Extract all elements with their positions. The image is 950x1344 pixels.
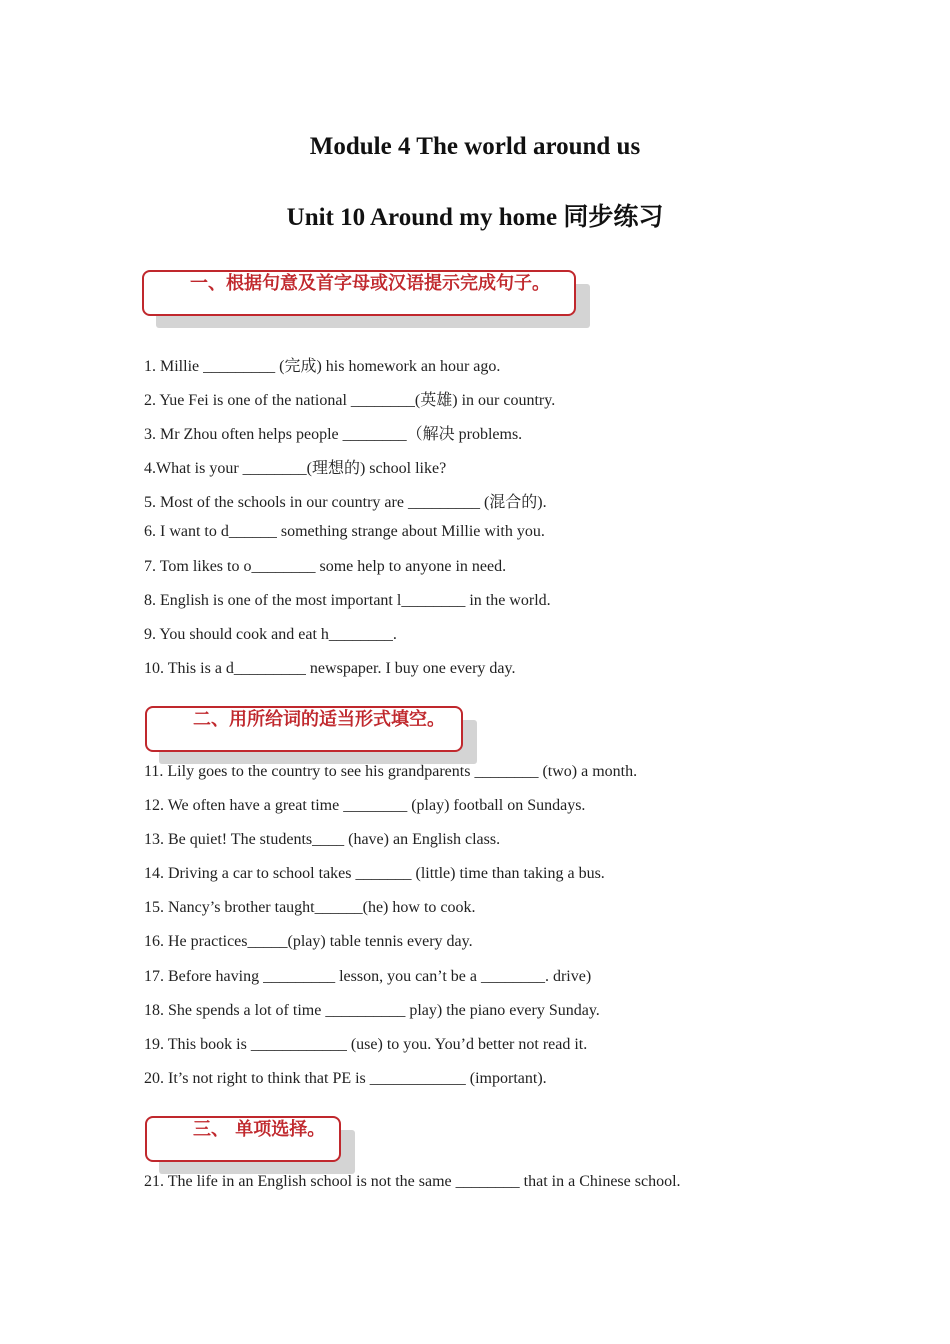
question-7: 7. Tom likes to o________ some help to anyone in need.	[144, 558, 507, 575]
question-17: 17. Before having _________ lesson, you can’t be a ________. drive)	[144, 968, 592, 985]
document-title: Module 4 The world around us	[309, 133, 641, 160]
question-11: 11. Lily goes to the country to see his grandparents ________ (two) a month.	[144, 763, 638, 780]
section-2-heading: 二、用所给词的适当形式填空。	[145, 706, 463, 752]
question-16: 16. He practices_____(play) table tennis every day.	[144, 933, 473, 950]
question-9: 9. You should cook and eat h________.	[144, 626, 397, 643]
question-1: 1. Millie _________ (完成) his homework an hour ago.	[144, 358, 501, 375]
question-20: 20. It’s not right to think that PE is ____________ (important).	[144, 1070, 547, 1087]
question-8: 8. English is one of the most important l________ in the world.	[144, 592, 551, 609]
question-4: 4.What is your ________(理想的) school like?	[144, 460, 447, 477]
question-6: 6. I want to d______ something strange about Millie with you.	[144, 523, 545, 540]
question-3: 3. Mr Zhou often helps people ________（解决 problems.	[144, 426, 523, 443]
question-5: 5. Most of the schools in our country are _________ (混合的).	[144, 494, 547, 511]
question-15: 15. Nancy’s brother taught______(he) how to cook.	[144, 899, 476, 916]
question-12: 12. We often have a great time ________ (play) football on Sundays.	[144, 797, 586, 814]
section-1-heading: 一、根据句意及首字母或汉语提示完成句子。	[142, 270, 576, 316]
question-14: 14. Driving a car to school takes _______ (little) time than taking a bus.	[144, 865, 605, 882]
question-21: 21. The life in an English school is not the same ________ that in a Chinese school.	[144, 1173, 681, 1190]
question-2: 2. Yue Fei is one of the national ________(英雄) in our country.	[144, 392, 556, 409]
question-18: 18. She spends a lot of time __________ play) the piano every Sunday.	[144, 1002, 600, 1019]
question-19: 19. This book is ____________ (use) to you. You’d better not read it.	[144, 1036, 588, 1053]
question-10: 10. This is a d_________ newspaper. I buy one every day.	[144, 660, 516, 677]
question-13: 13. Be quiet! The students____ (have) an English class.	[144, 831, 501, 848]
document-subtitle: Unit 10 Around my home 同步练习	[286, 204, 664, 231]
section-3-heading: 三、 单项选择。	[145, 1116, 341, 1162]
